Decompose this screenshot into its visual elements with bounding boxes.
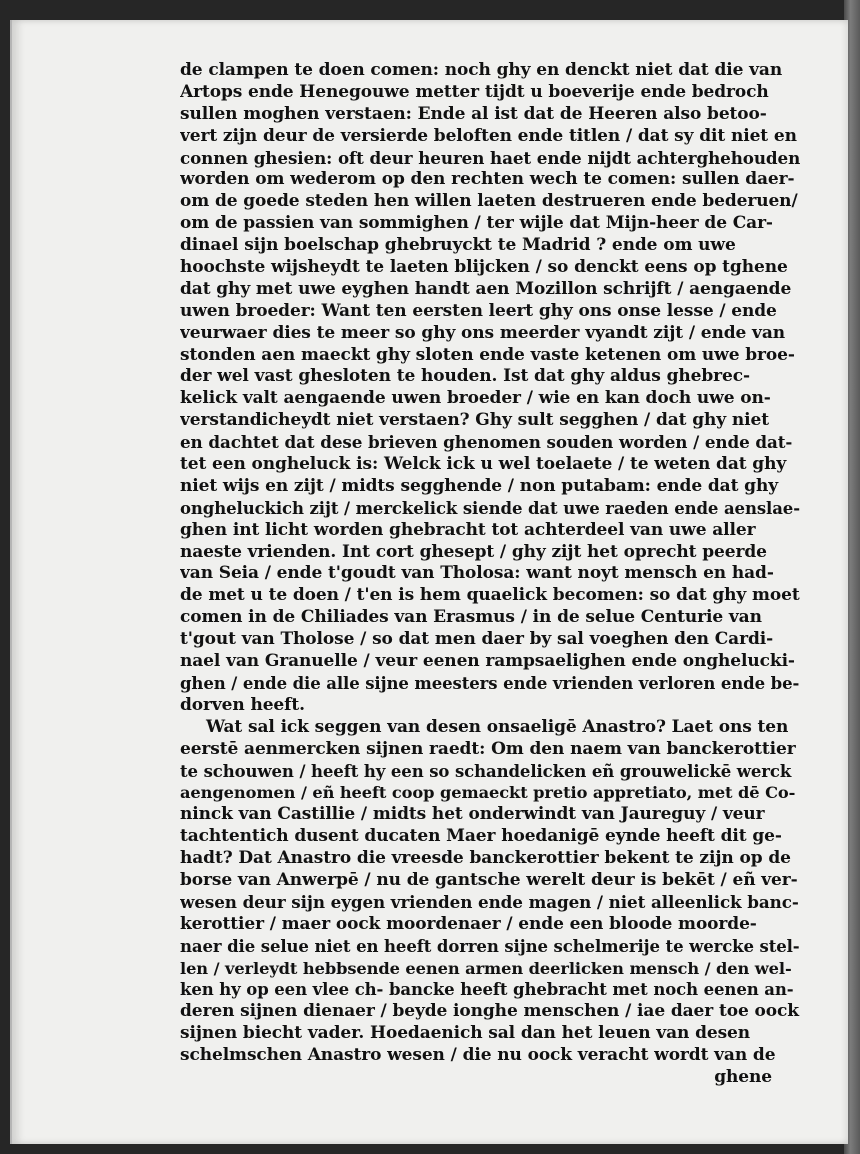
text-line: wesen deur sijn eygen vrienden ende magen / niet alleenlick banc- [180, 891, 799, 912]
text-line: len / verleydt hebbsende eenen armen deerlicken mensch / den wel- [180, 958, 792, 978]
text-line: aengenomen / eñ heeft coop gemaeckt pretio appretiato, met dē Co- [180, 783, 796, 803]
body-text [180, 60, 800, 1089]
text-line: sullen moghen verstaen: Ende al ist dat de Heeren also betoo- [180, 103, 767, 124]
text-line: te schouwen / heeft hy een so schandelicken eñ grouwelickē werck [180, 761, 792, 781]
text-line: sijnen biecht vader. Hoedaenich sal dan het leuen van desen [180, 1023, 751, 1044]
text-line: om de passien van sommighen / ter wijle dat Mijn-heer de Car- [180, 213, 773, 234]
text-line: tachtentich dusent ducaten Maer hoedanigē eynde heeft dit ge- [180, 826, 782, 847]
text-line: ghen int licht worden ghebracht tot achterdeel van uwe aller [180, 519, 756, 540]
text-line: nael van Granuelle / veur eenen rampsaelighen ende onghelucki- [180, 651, 795, 672]
text-line: deren sijnen dienaer / beyde ionghe menschen / iae daer toe oock [180, 1001, 799, 1022]
text-line: van Seia / ende t'goudt van Tholosa: want noyt mensch en had- [180, 563, 774, 584]
text-line: hadt? Dat Anastro die vreesde banckerottier bekent te zijn op de [180, 848, 791, 869]
text-line: kerottier / maer oock moordenaer / ende een bloode moorde- [180, 913, 757, 934]
text-line: uwen broeder: Want ten eersten leert ghy ons onse lesse / ende [180, 300, 777, 321]
text-line: ninck van Castillie / midts het onderwindt van Jaureguy / veur [180, 804, 765, 825]
text-line: ken hy op een vlee ch- bancke heeft ghebracht met noch eenen an- [180, 980, 794, 1000]
text-line: t'gout van Tholose / so dat men daer by sal voeghen den Cardi- [180, 629, 774, 650]
text-line: Wat sal ick seggen van desen onsaeligē Anastro? Laet ons ten [206, 716, 789, 737]
text-line: veurwaer dies te meer so ghy ons meerder vyandt zijt / ende van [180, 322, 785, 343]
text-line: vert zijn deur de versierde beloften ende titlen / dat sy dit niet en [180, 125, 797, 146]
text-line: ongheluckich zijt / merckelick siende dat uwe raeden ende aenslae- [180, 498, 800, 518]
text-line: verstandicheydt niet verstaen? Ghy sult segghen / dat ghy niet [180, 410, 769, 431]
book-page [10, 20, 848, 1144]
text-line: hoochste wijsheydt te laeten blijcken / so denckt eens op tghene [180, 257, 788, 278]
text-line: om de goede steden hen willen laeten destrueren ende bederuen/ [180, 191, 798, 212]
text-line: en dachtet dat dese brieven ghenomen souden worden / ende dat- [180, 432, 793, 453]
text-line: de clampen te doen comen: noch ghy en denckt niet dat die van [180, 60, 783, 80]
text-line: niet wijs en zijt / midts segghende / non putabam: ende dat ghy [180, 475, 778, 496]
text-line: dat ghy met uwe eyghen handt aen Mozillon schrijft / aengaende [180, 278, 792, 299]
text-line: dinael sijn boelschap ghebruyckt te Madrid ? ende om uwe [180, 235, 736, 256]
text-line: schelmschen Anastro wesen / die nu oock veracht wordt van de [180, 1045, 776, 1066]
text-line: Artops ende Henegouwe metter tijdt u boeverije ende bedroch [180, 81, 769, 102]
text-line: naeste vrienden. Int cort ghesept / ghy zijt het oprecht peerde [180, 541, 767, 562]
text-line: worden om wederom op den rechten wech te comen: sullen daer- [180, 169, 795, 190]
text-line: ghen / ende die alle sijne meesters ende vrienden verloren ende be- [180, 673, 800, 693]
text-line: ghene [714, 1066, 772, 1087]
text-line: naer die selue niet en heeft dorren sijne schelmerije te wercke stel- [180, 936, 800, 956]
text-line: kelick valt aengaende uwen broeder / wie en kan doch uwe on- [180, 388, 771, 409]
text-line: connen ghesien: oft deur heuren haet ende nijdt achterghehouden [180, 147, 800, 168]
text-line: comen in de Chiliades van Erasmus / in de selue Centurie van [180, 607, 762, 628]
text-line: dorven heeft. [180, 694, 305, 715]
text-line: der wel vast ghesloten te houden. Ist dat ghy aldus ghebrec- [180, 366, 750, 387]
text-line: tet een ongheluck is: Welck ick u wel toelaete / te weten dat ghy [180, 454, 787, 475]
text-line: borse van Anwerpē / nu de gantsche werelt deur is bekēt / eñ ver- [180, 869, 798, 890]
text-line: de met u te doen / t'en is hem quaelick becomen: so dat ghy moet [180, 585, 800, 606]
text-line: eerstē aenmercken sijnen raedt: Om den naem van banckerottier [180, 738, 796, 759]
text-line: stonden aen maeckt ghy sloten ende vaste ketenen om uwe broe- [180, 344, 795, 365]
